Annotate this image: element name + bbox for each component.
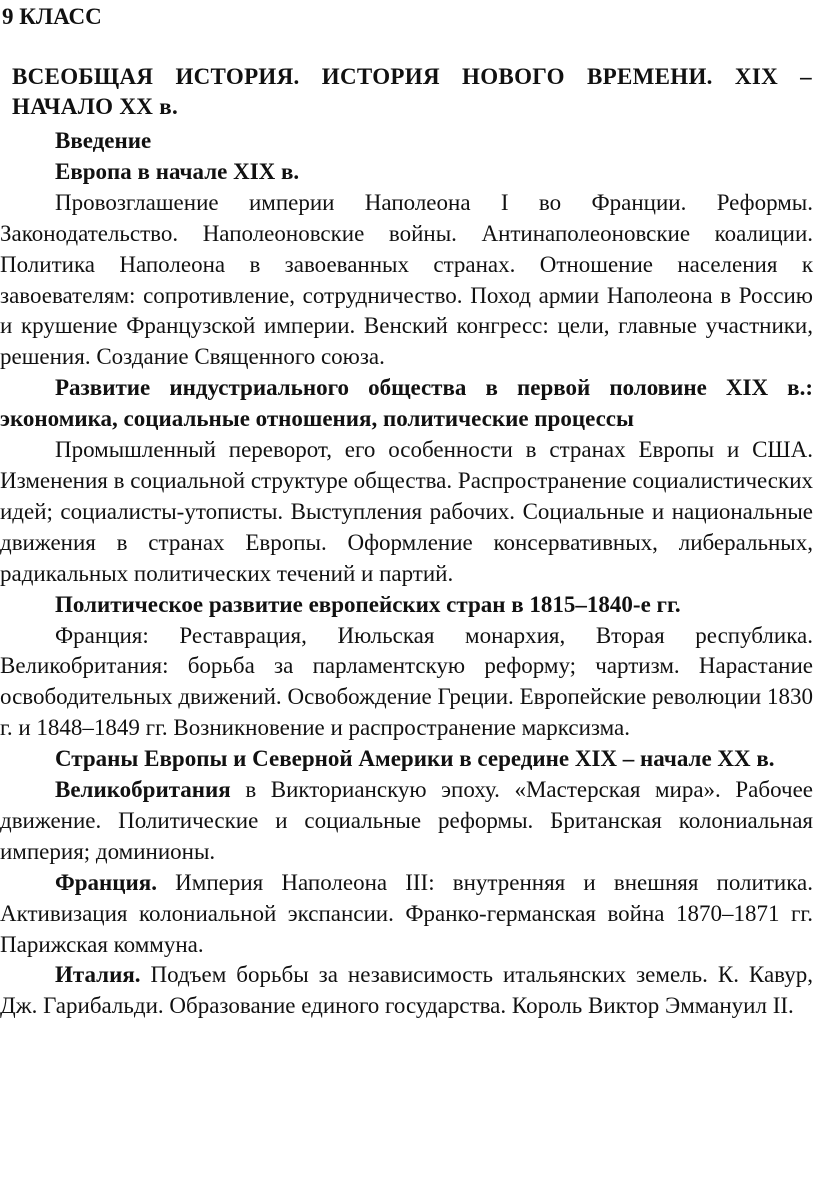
political-paragraph: Франция: Реставрация, Июльская монархия, Вторая республика. Великобритания: борьба за парламентскую реформу; чартизм. Нарастание освободительных движений. Освобождение Греции. Европейские революции 1830 г. и 1848–1849 гг. Возникновение и распространение марксизма. xyxy=(0,622,813,741)
course-title xyxy=(12,62,812,122)
france-paragraph xyxy=(0,868,813,961)
italy-label: Италия. xyxy=(55,962,141,988)
intro-heading: Введение xyxy=(55,128,152,153)
europe-paragraph: Провозглашение империи Наполеона I во Франции. Реформы. Законодательство. Наполеоновские войны. Антинаполеоновские коалиции. Политика Наполеона в завоеванных странах. Отношение населения к завоевателям: сопротивление, сотрудничество. Поход армии Наполеона в Россию и крушение Французской империи. Венский конгресс: цели, главные участники, решения. Создание Священного союза. xyxy=(0,189,813,370)
italy-text: Подъем борьбы за независимость итальянских земель. К. Кавур, Дж. Гарибальди. Образование единого государства. Король Виктор Эммануил II. xyxy=(0,962,813,1019)
britain-label: Великобритания xyxy=(55,777,231,803)
political-heading: Политическое развитие европейских стран в 1815–1840-е гг. xyxy=(55,591,681,617)
course-title-line-1: ВСЕОБЩАЯ ИСТОРИЯ. ИСТОРИЯ НОВОГО ВРЕМЕНИ. XIX – xyxy=(12,64,812,89)
italy-paragraph xyxy=(0,960,813,1022)
europe-heading: Европа в начале XIX в. xyxy=(55,158,300,184)
grade-heading: 9 КЛАСС xyxy=(2,4,102,29)
britain-paragraph xyxy=(0,775,813,868)
france-text: Империя Наполеона III: внутренняя и внешняя политика. Активизация колониальной экспансии. Франко-германская война 1870–1871 гг. Парижская коммуна. xyxy=(0,869,813,957)
britain-text: в Викторианскую эпоху. «Мастерская мира». Рабочее движение. Политические и социальные реформы. Британская колониальная империя; доминионы. xyxy=(0,777,813,864)
industrial-heading: Развитие индустриального общества в первой половине XIX в.: экономика, социальные отношения, политические процессы xyxy=(0,375,813,432)
industrial-paragraph: Промышленный переворот, его особенности в странах Европы и США. Изменения в социальной структуре общества. Распространение социалистических идей; социалисты-утописты. Выступления рабочих. Социальные и национальные движения в странах Европы. Оформление консервативных, либеральных, радикальных политических течений и партий. xyxy=(0,437,813,586)
countries-heading: Страны Европы и Северной Америки в середине XIX – начале XX в. xyxy=(55,746,775,772)
document-body xyxy=(0,126,813,1022)
france-label: Франция. xyxy=(55,869,157,895)
course-title-line-2: НАЧАЛО XX в. xyxy=(12,94,179,119)
